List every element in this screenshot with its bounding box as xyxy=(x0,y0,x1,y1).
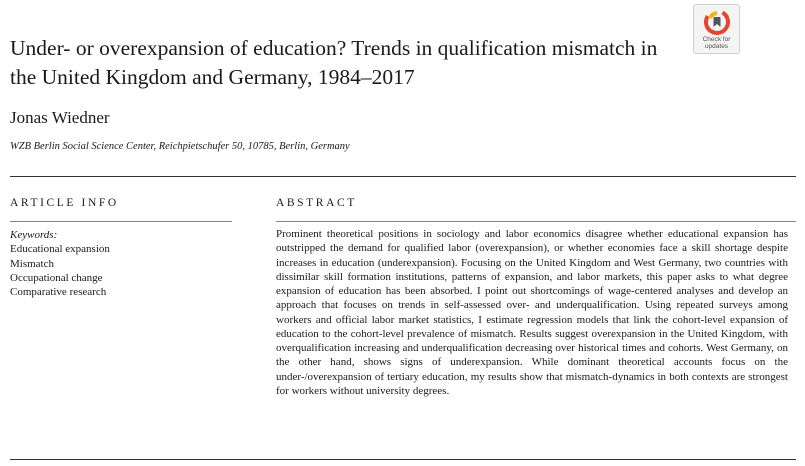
abstract-text: Prominent theoretical positions in sociology and labor economics disagree whether educational expansion has outstripped the demand for qualified labor (overexpansion), or whether economies face a skill shortage despite increases in education (underexpansion). Focusing on the United Kingdom and West Germany, two countries with dissimilar skill formation institutions, patterns of expansion, and labor markets, this paper asks to what degree expansion of education has been absorbed. I point out shortcomings of wage-centered analyses and develop an approach that focuses on trends in self-assessed over- and underqualification. Using repeated surveys among workers and official labor market statistics, I estimate regression models that link the cohort-level expansion of education to the cohort-level prevalence of mismatch. Results suggest overexpansion in the United Kingdom, with overqualification increasing and underqualification decreasing over historical times and cohorts. West Germany, on the other hand, shows signs of underexpansion. While dominant theoretical accounts focus on the under-/overexpansion of tertiary education, my results show that mismatch-dynamics in both contexts are strongest for workers without university degrees. xyxy=(276,228,788,397)
header-divider xyxy=(10,176,796,177)
author-affiliation: WZB Berlin Social Science Center, Reichpietschufer 50, 10785, Berlin, Germany xyxy=(10,141,350,152)
abstract-heading: ABSTRACT xyxy=(276,197,357,209)
check-for-updates-icon xyxy=(704,9,730,35)
keyword-item: Comparative research xyxy=(10,286,107,299)
author-name: Jonas Wiedner xyxy=(10,108,110,127)
footer-divider xyxy=(10,459,796,460)
article-info-divider xyxy=(10,221,232,222)
keyword-item: Occupational change xyxy=(10,271,103,284)
check-for-updates-badge[interactable] xyxy=(693,4,740,54)
keywords-block xyxy=(10,228,240,299)
keyword-item: Mismatch xyxy=(10,257,54,270)
article-info-heading: ARTICLE INFO xyxy=(10,197,119,209)
check-for-updates-label: Check for updates xyxy=(702,36,731,50)
article-title: Under- or overexpansion of education? Trends in qualification mismatch in the United Kingdom and Germany, 1984–2017 xyxy=(10,36,658,89)
keyword-item: Educational expansion xyxy=(10,243,110,256)
keywords-label: Keywords: xyxy=(10,229,58,241)
abstract-divider xyxy=(276,221,796,222)
